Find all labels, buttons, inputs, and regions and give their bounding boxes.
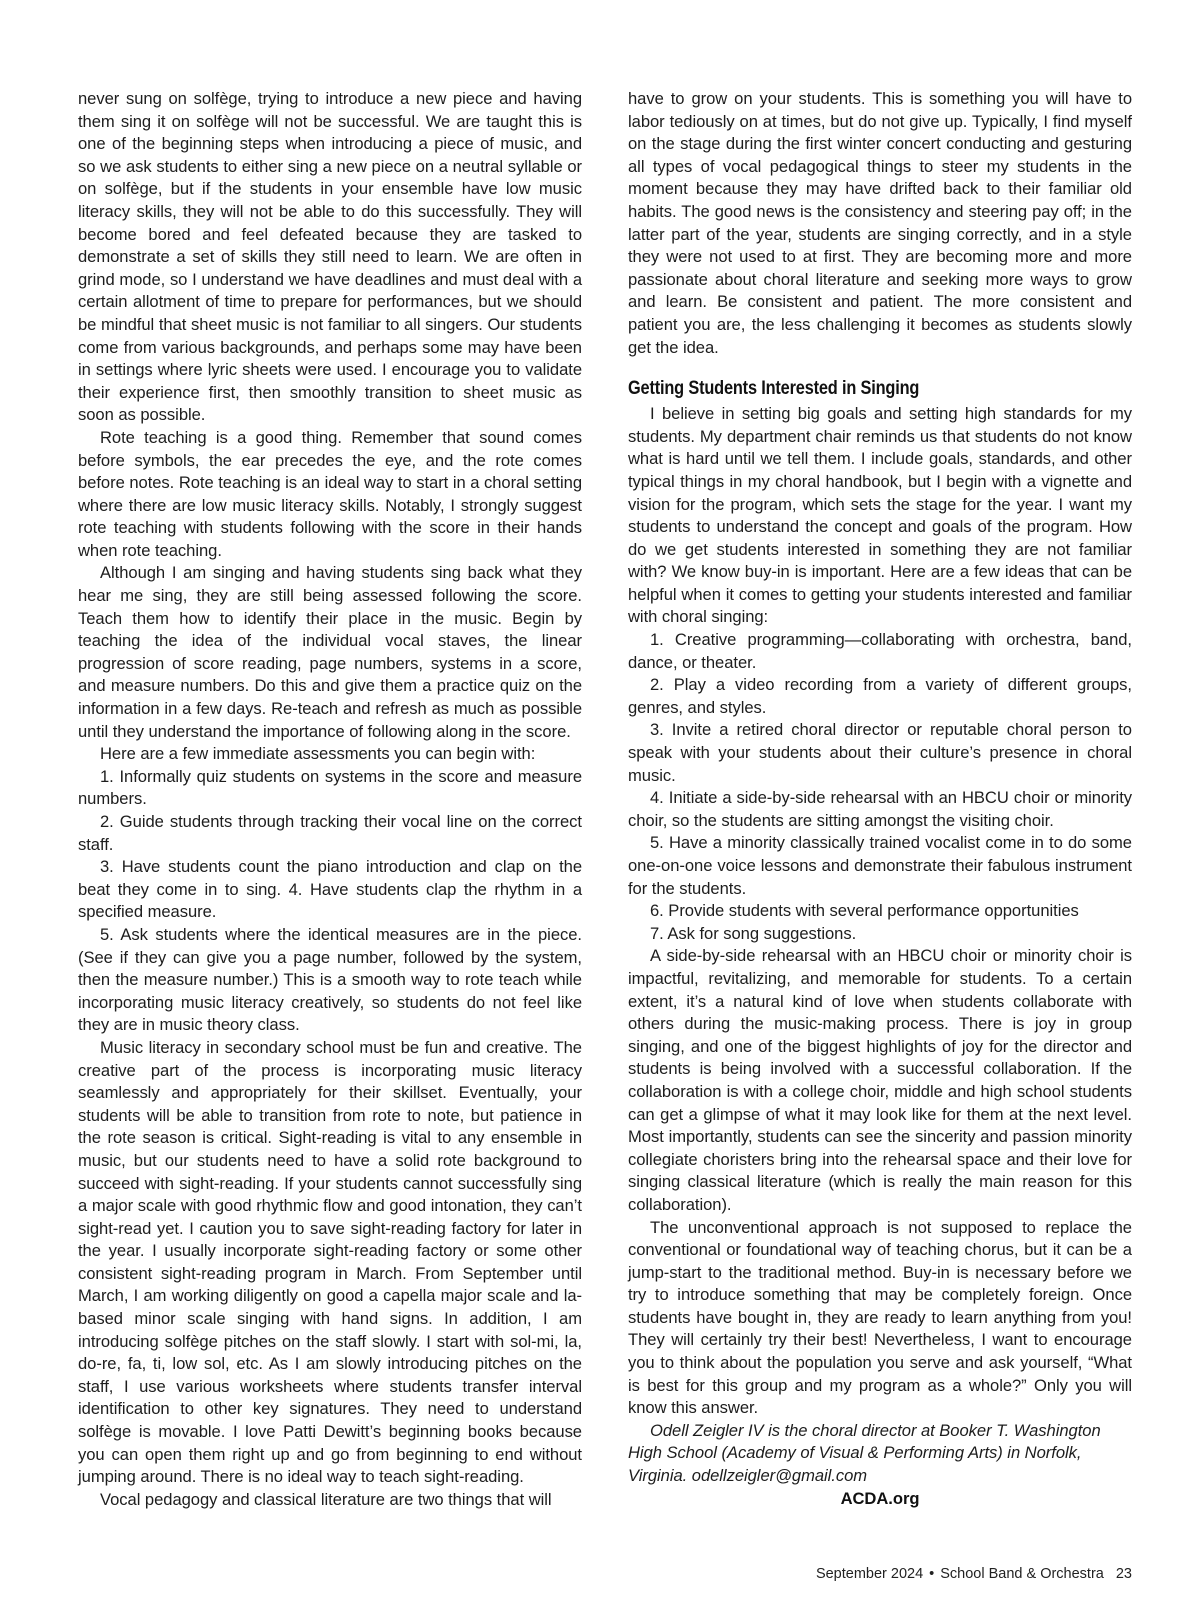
paragraph: Vocal pedagogy and classical literature are two things that will <box>100 1489 552 1509</box>
paragraph: Here are a few immediate assessments you can begin with: <box>100 744 536 764</box>
list-item: 4. Initiate a side-by-side rehearsal with an HBCU choir or minority choir, so the students are sitting amongst the visiting choir. <box>628 788 1132 830</box>
page-footer <box>816 1566 1132 1582</box>
list-item: 3. Have students count the piano introduction and clap on the beat they come in to sing. 4. Have students clap the rhythm in a specified measure. <box>78 857 582 922</box>
list-item: 6. Provide students with several performance opportunities <box>650 901 1079 921</box>
list-item: 1. Informally quiz students on systems in the score and measure numbers. <box>78 766 582 809</box>
list-item: 7. Ask for song suggestions. <box>650 923 857 943</box>
paragraph: I believe in setting big goals and setting high standards for my students. My department chair reminds us that students do not know what is hard until we tell them. I include goals, standards, and other typical things in my choral handbook, but I begin with a vignette and vision for the program, which sets the stage for the year. I want my students to understand the concept and goals of the program. How do we get students interested in something they are not familiar with? We know buy-in is important. Here are a few ideas that can be helpful when it comes to getting your students interested and familiar with choral singing: <box>628 404 1132 627</box>
left-column <box>78 88 582 1511</box>
right-column <box>628 88 1132 1510</box>
page-number: 23 <box>1115 1566 1132 1582</box>
author-bio: Odell Zeigler IV is the choral director at Booker T. Washington High School (Academy of Visual & Performing Arts) in Norfolk, Virginia. odellzeigler@gmail.com <box>628 1420 1101 1486</box>
paragraph: have to grow on your students. This is something you will have to labor tediously on at times, but do not give up. Typically, I find myself on the stage during the first winter concert conducting and gesturing all types of vocal pedagogical things to steer my students in the moment because they may have drifted back to their familiar old habits. The good news is the consistency and steering pay off; in the latter part of the year, students are singing correctly, and in a style they were not used to at first. They are becoming more and more passionate about choral literature and seeking more ways to grow and learn. Be consistent and patient. The more consistent and patient you are, the less challenging it becomes as students slowly get the idea. <box>628 89 1132 357</box>
paragraph: A side-by-side rehearsal with an HBCU choir or minority choir is impactful, revitalizing, and memorable for students. To a certain extent, it’s a natural kind of love when students collaborate with others during the music-making process. There is joy in group singing, and one of the biggest highlights of joy for the director and students is being involved with a successful collaboration. If the collaboration is with a college choir, middle and high school students can get a glimpse of what it may look like for them at the next level. Most importantly, students can see the sincerity and passion minority collegiate choristers bring into the rehearsal space and their love for singing classical literature (which is really the main reason for this collaboration). <box>628 946 1132 1214</box>
issue-date: September 2024 <box>815 1566 924 1582</box>
paragraph: Although I am singing and having students sing back what they hear me sing, they are still being assessed following the score. Teach them how to identify their place in the music. Begin by teaching the idea of the individual vocal staves, the linear progression of score reading, page numbers, systems in a score, and measure numbers. Do this and give them a practice quiz on the information in a few days. Re-teach and refresh as much as possible until they understand the importance of following along in the score. <box>78 563 582 741</box>
paragraph: Rote teaching is a good thing. Remember that sound comes before symbols, the ear precedes the eye, and the rote comes before notes. Rote teaching is an ideal way to start in a choral setting where there are low music literacy skills. Notably, I strongly suggest rote teaching with students following with the score in their hands when rote teaching. <box>78 427 582 560</box>
list-item: 1. Creative programming—collaborating with orchestra, band, dance, or theater. <box>628 630 1132 672</box>
list-item: 2. Guide students through tracking their vocal line on the correct staff. <box>78 812 582 854</box>
list-item: 5. Have a minority classically trained vocalist come in to do some one-on-one voice lessons and demonstrate their fabulous instrument for the students. <box>628 833 1132 898</box>
website-link[interactable]: ACDA.org <box>840 1488 920 1508</box>
list-item: 2. Play a video recording from a variety of different groups, genres, and styles. <box>628 675 1132 717</box>
publication-name: School Band & Orchestra <box>940 1566 1104 1582</box>
list-item: 3. Invite a retired choral director or reputable choral person to speak with your students about their culture’s presence in choral music. <box>628 720 1132 785</box>
list-item: 5. Ask students where the identical measures are in the piece. (See if they can give you a page number, followed by the system, then the measure number.) This is a smooth way to rote teach while incorporating music literacy creatively, so students do not feel like they are in music theory class. <box>78 924 582 1035</box>
paragraph: Music literacy in secondary school must be fun and creative. The creative part of the process is incorporating music literacy seamlessly and appropriately for their skillset. Eventually, your students will be able to transition from rote to note, but patience in the rote season is critical. Sight-reading is vital to any ensemble in music, but our students need to have a solid rote background to succeed with sight-reading. If your students cannot successfully sing a major scale with good rhythmic flow and good intonation, they can’t sight-read yet. I caution you to save sight-reading factory for later in the year. I usually incorporate sight-reading factory or some other consistent sight-reading program in March. From September until March, I am working diligently on good a capella major scale and la-based minor scale singing with hand signs. In addition, I am introducing solfège pitches on the staff slowly. I start with sol-mi, la, do-re, fa, ti, low sol, etc. As I am slowly introducing pitches on the staff, I use various worksheets where students transfer interval identification to other key signatures. They need to understand solfège is movable. I love Patti Dewitt’s beginning books because you can open them right up and go from beginning to end without jumping around. There is no ideal way to teach sight-reading. <box>78 1037 582 1487</box>
paragraph: never sung on solfège, trying to introduce a new piece and having them sing it on solfège will not be successful. We are taught this is one of the beginning steps when introducing a piece of music, and so we ask students to either sing a new piece on a neutral syllable or on solfège, but if the students in your ensemble have low music literacy skills, they will not be able to do this successfully. They will become bored and feel defeated because they are tasked to demonstrate a set of skills they still need to learn. We are often in grind mode, so I understand we have deadlines and must deal with a certain allotment of time to prepare for performances, but we should be mindful that sheet music is not familiar to all singers. Our students come from various backgrounds, and perhaps some may have been in settings where lyric sheets were used. I encourage you to validate their experience first, then smoothly transition to sheet music as soon as possible. <box>78 89 582 425</box>
paragraph: The unconventional approach is not supposed to replace the conventional or foundational way of teaching chorus, but it can be a jump-start to the traditional method. Buy-in is necessary before we try to introduce something that may be completely foreign. Once students have bought in, they are ready to learn anything from you! They will certainly try their best! Nevertheless, I want to encourage you to think about the population you serve and ask yourself, “What is best for this group and my program as a whole?” Only you will know this answer. <box>628 1217 1132 1418</box>
footer-separator: • <box>929 1566 935 1582</box>
section-heading: Getting Students Interested in Singing <box>628 378 920 400</box>
